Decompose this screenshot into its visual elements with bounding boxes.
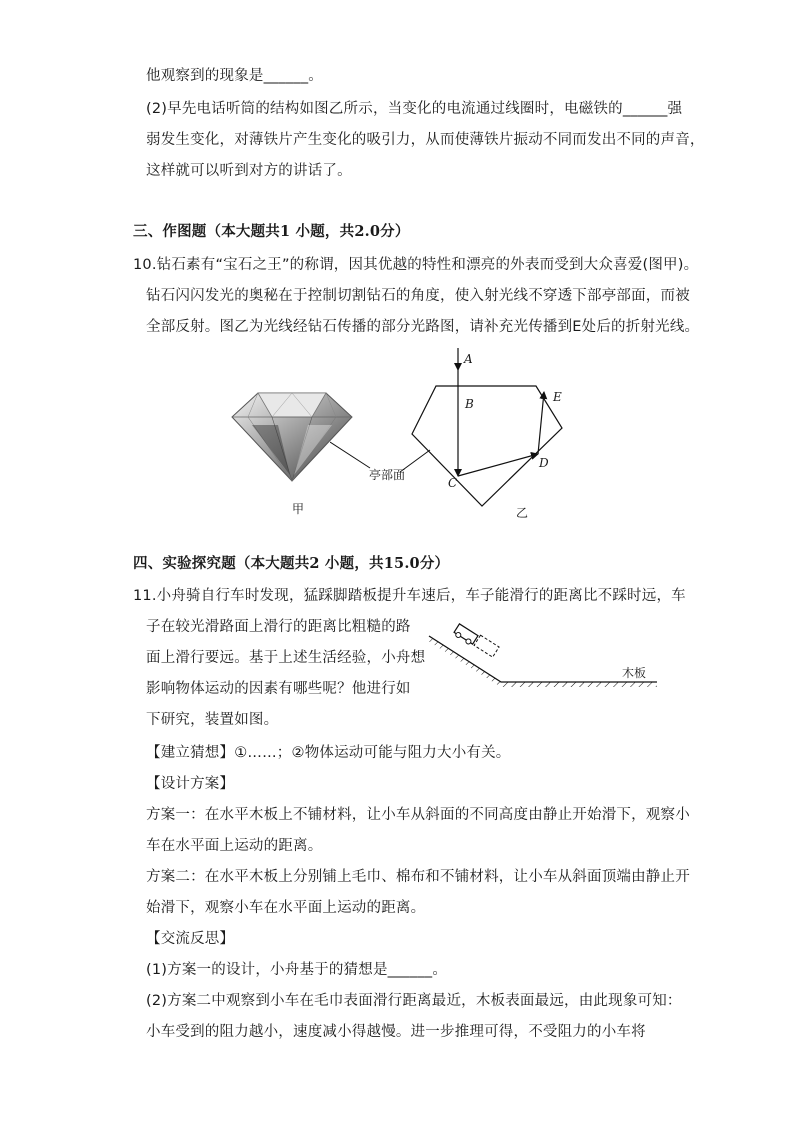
point-e-label: E [553, 390, 562, 404]
q11-line-3: 面上滑行要远。基于上述生活经验，小舟想 [146, 650, 426, 666]
q11-line-1: 11.小舟骑自行车时发现，猛踩脚踏板提升车速后，车子能滑行的距离比不踩时远，车 [133, 588, 686, 604]
q11-line-12: 【交流反思】 [146, 931, 235, 947]
q9-line-1: 他观察到的现象是______。 [146, 68, 323, 84]
q10-line-2: 钻石闪闪发光的奥秘在于控制切割钻石的角度，使入射光线不穿透下部亭部面，而被 [146, 288, 690, 304]
q11-line-11: 始滑下，观察小车在水平面上运动的距离。 [146, 900, 426, 916]
q11-line-8: 方案一：在水平木板上不铺材料，让小车从斜面的不同高度由静止开始滑下，观察小 [146, 807, 690, 823]
q9-line-2: (2)早先电话听筒的结构如图乙所示，当变化的电流通过线圈时，电磁铁的______强 [146, 101, 683, 117]
q11-line-15: 小车受到的阻力越小，速度减小得越慢。进一步推理可得，不受阻力的小车将 [146, 1024, 646, 1040]
q11-line-13: (1)方案一的设计，小舟基于的猜想是______。 [146, 962, 448, 978]
point-d-label: D [539, 456, 549, 470]
section-4-title: 四、实验探究题（本大题共2 小题，共15.0分） [133, 555, 450, 572]
point-c-label: C [448, 476, 458, 490]
light-path-diagram [330, 340, 580, 520]
q11-line-6: 【建立猜想】①……；②物体运动可能与阻力大小有关。 [146, 745, 511, 761]
section-3-title: 三、作图题（本大题共1 小题，共2.0分） [133, 223, 410, 240]
q10-line-1: 10.钻石素有“宝石之王”的称谓，因其优越的特性和漂亮的外表而受到大众喜爱(图甲)。 [133, 257, 699, 273]
q11-line-14: (2)方案二中观察到小车在毛巾表面滑行距离最近，木板表面最远，由此现象可知： [146, 993, 682, 1009]
q11-line-7: 【设计方案】 [146, 776, 235, 792]
q9-line-4: 这样就可以听到对方的讲话了。 [146, 163, 352, 179]
q11-line-2: 子在较光滑路面上滑行的距离比粗糙的路 [146, 619, 411, 635]
q11-line-10: 方案二：在水平木板上分别铺上毛巾、棉布和不铺材料，让小车从斜面顶端由静止开 [146, 869, 690, 885]
muban-label: 木板 [622, 666, 647, 680]
q10-line-3: 全部反射。图乙为光线经钻石传播的部分光路图，请补充光传播到E处后的折射光线。 [146, 319, 700, 335]
point-b-label: B [465, 397, 474, 411]
figure-jia-label: 甲 [292, 502, 305, 516]
tingbumian-label: 亭部面 [369, 468, 406, 482]
point-a-label: A [464, 352, 473, 366]
q11-line-5: 下研究，装置如图。 [146, 712, 279, 728]
q11-line-4: 影响物体运动的因素有哪些呢？他进行如 [146, 681, 411, 697]
q11-line-9: 车在水平面上运动的距离。 [146, 838, 323, 854]
q9-line-3: 弱发生变化，对薄铁片产生变化的吸引力，从而使薄铁片振动不同而发出不同的声音， [146, 132, 705, 148]
figure-yi-label: 乙 [516, 506, 529, 520]
